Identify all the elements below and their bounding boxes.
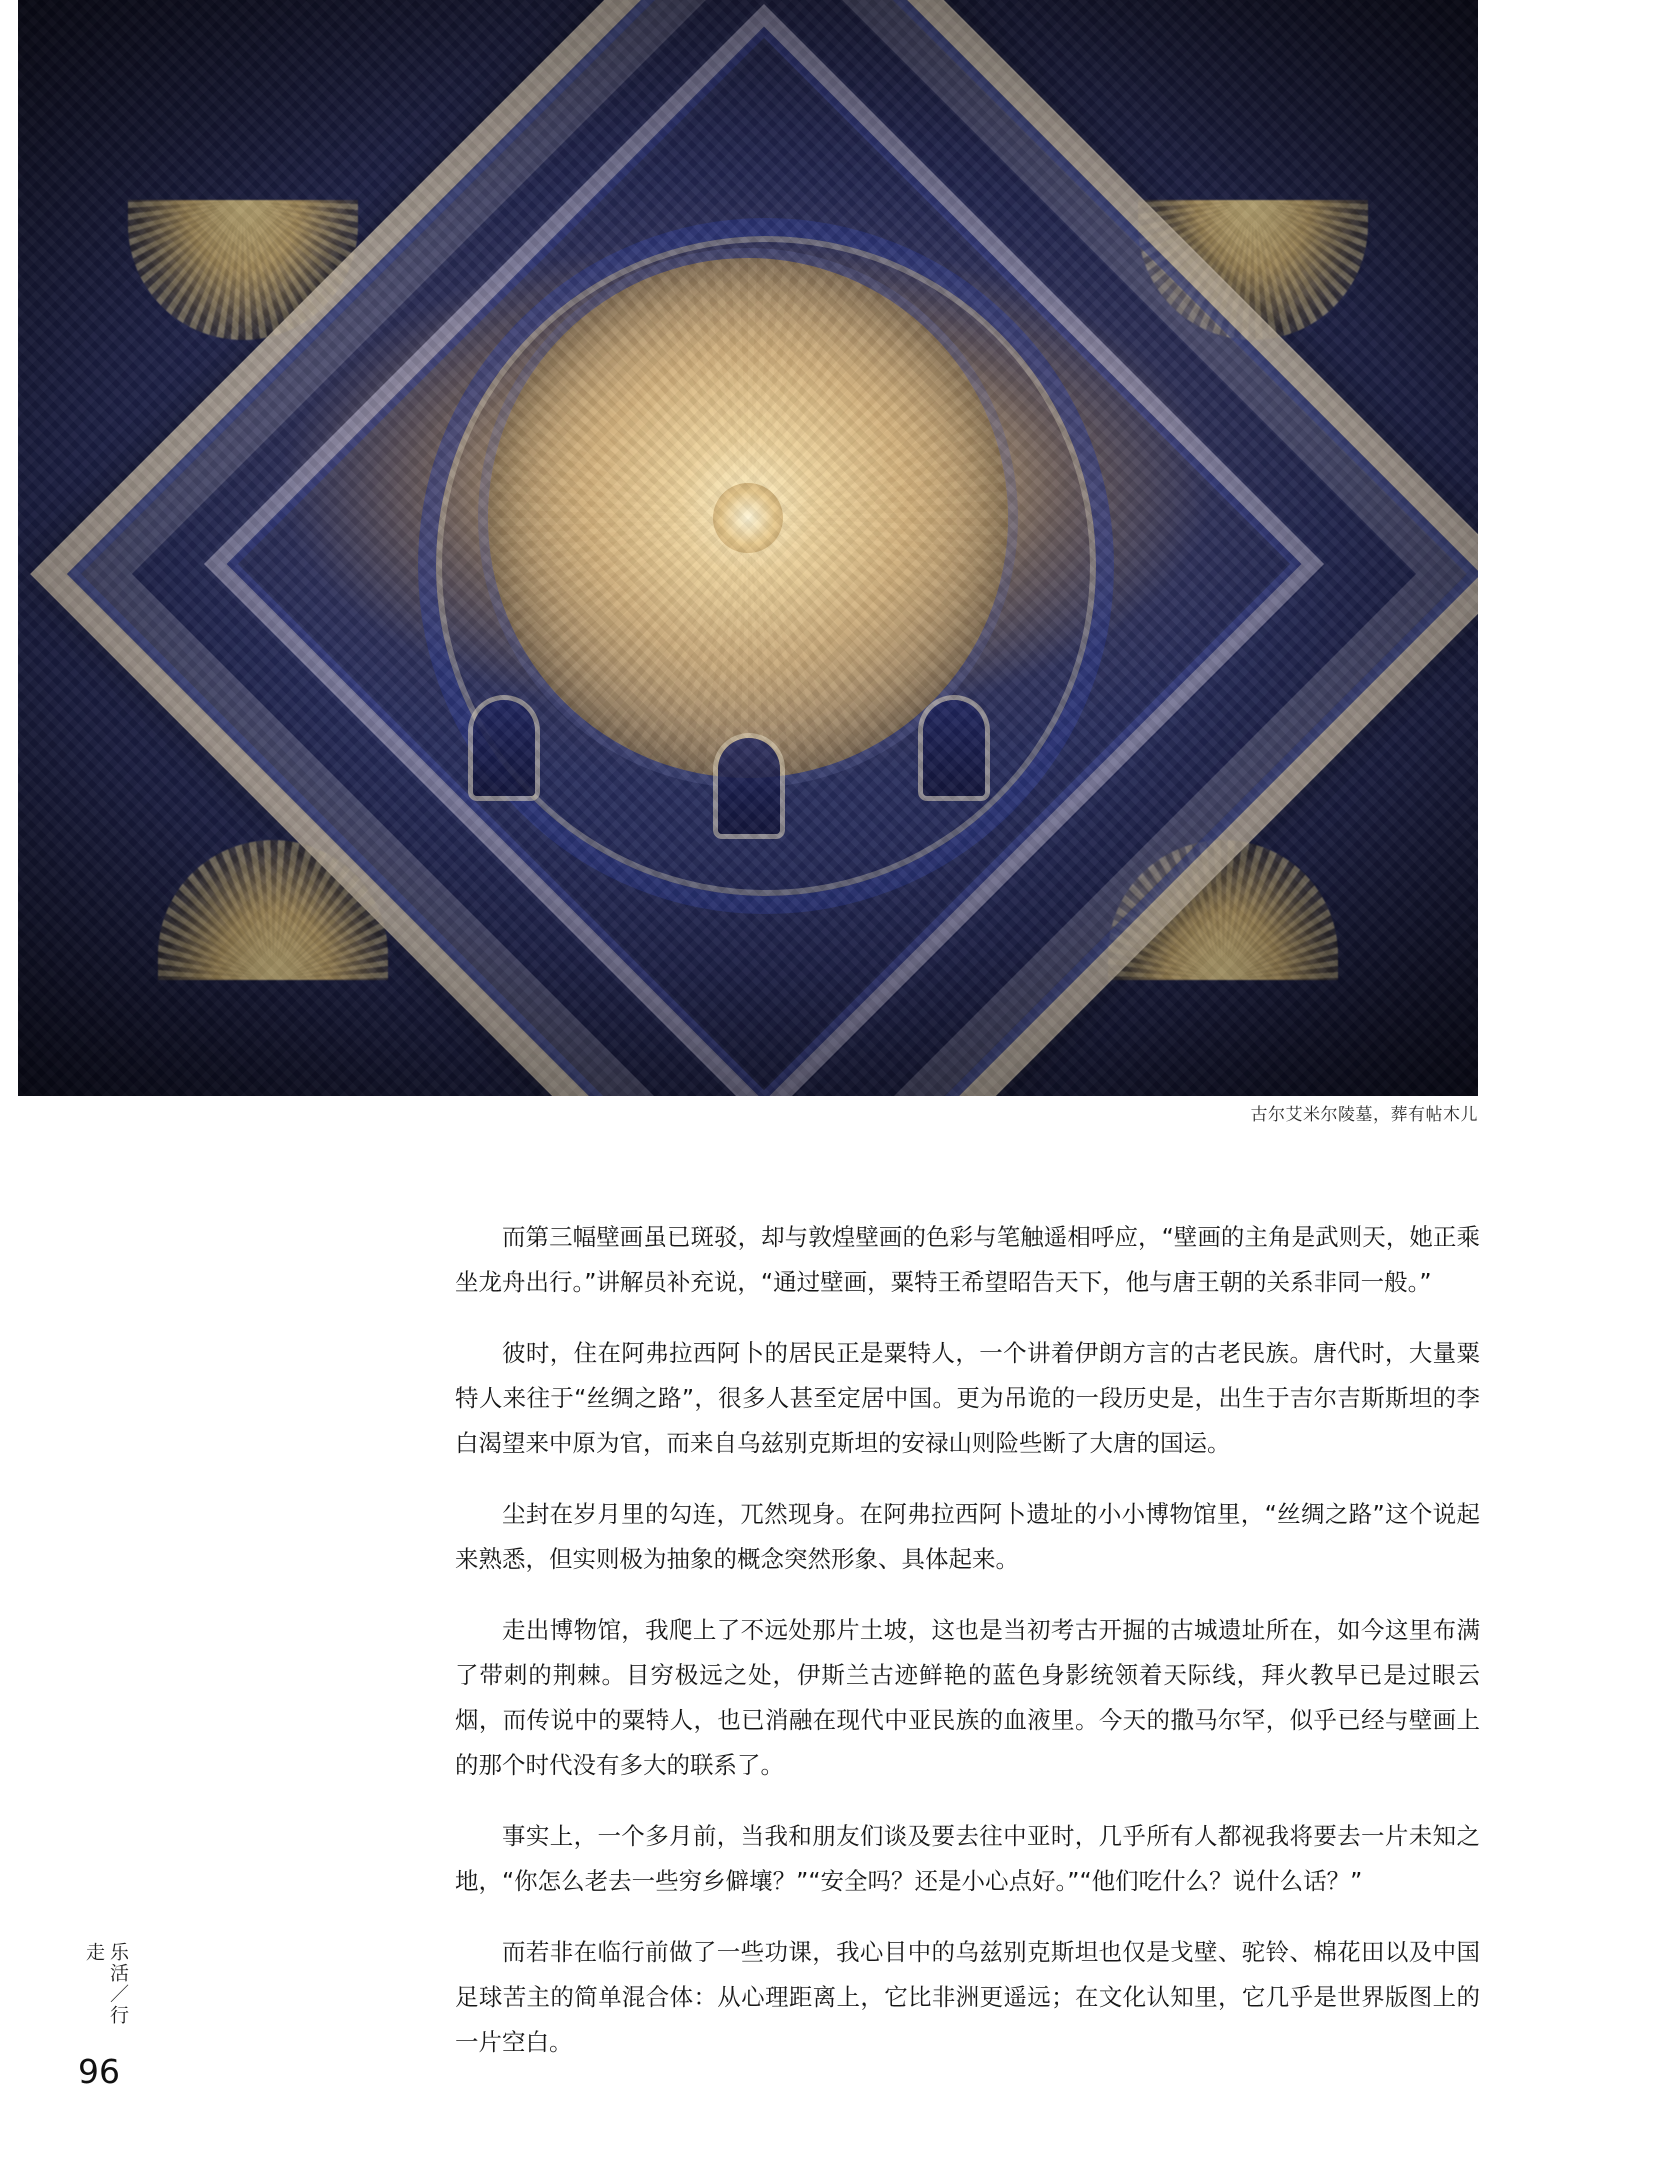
dome-center-medallion xyxy=(713,483,783,553)
article-photo xyxy=(18,0,1478,1096)
paragraph: 尘封在岁月里的勾连，兀然现身。在阿弗拉西阿卜遗址的小小博物馆里，“丝绸之路”这个说起来熟悉，但实则极为抽象的概念突然形象、具体起来。 xyxy=(455,1500,1480,1573)
article-body xyxy=(455,1215,1480,2091)
paragraph: 而若非在临行前做了一些功课，我心目中的乌兹别克斯坦也仅是戈壁、驼铃、棉花田以及中国足球苦主的简单混合体：从心理距离上，它比非洲更遥远；在文化认知里，它几乎是世界版图上的一片空白。 xyxy=(455,1938,1480,2056)
section-label: 乐活／行走 xyxy=(83,1942,129,2026)
photo-caption: 古尔艾米尔陵墓，葬有帖木儿 xyxy=(1250,1105,1478,1125)
paragraph: 而第三幅壁画虽已斑驳，却与敦煌壁画的色彩与笔触遥相呼应，“壁画的主角是武则天，她正乘坐龙舟出行。”讲解员补充说，“通过壁画，粟特王希望昭告天下，他与唐王朝的关系非同一般。” xyxy=(455,1223,1480,1296)
paragraph: 走出博物馆，我爬上了不远处那片土坡，这也是当初考古开掘的古城遗址所在，如今这里布满了带刺的荆棘。目穷极远之处，伊斯兰古迹鲜艳的蓝色身影统领着天际线，拜火教早已是过眼云烟，而传说中的粟特人，也已消融在现代中亚民族的血液里。今天的撒马尔罕，似乎已经与壁画上的那个时代没有多大的联系了。 xyxy=(455,1616,1480,1779)
page-footer xyxy=(78,1942,148,2091)
dome-ceiling xyxy=(488,258,1008,778)
window-arch xyxy=(718,738,780,834)
photo-image xyxy=(18,0,1478,1096)
window-arch xyxy=(923,700,985,796)
page-number: 96 xyxy=(78,2052,120,2091)
paragraph: 彼时，住在阿弗拉西阿卜的居民正是粟特人，一个讲着伊朗方言的古老民族。唐代时，大量粟特人来往于“丝绸之路”，很多人甚至定居中国。更为吊诡的一段历史是，出生于吉尔吉斯斯坦的李白渴望来中原为官，而来自乌兹别克斯坦的安禄山则险些断了大唐的国运。 xyxy=(455,1339,1480,1457)
window-arch xyxy=(473,700,535,796)
paragraph: 事实上，一个多月前，当我和朋友们谈及要去往中亚时，几乎所有人都视我将要去一片未知之地，“你怎么老去一些穷乡僻壤？”“安全吗？还是小心点好。”“他们吃什么？说什么话？” xyxy=(455,1822,1480,1895)
